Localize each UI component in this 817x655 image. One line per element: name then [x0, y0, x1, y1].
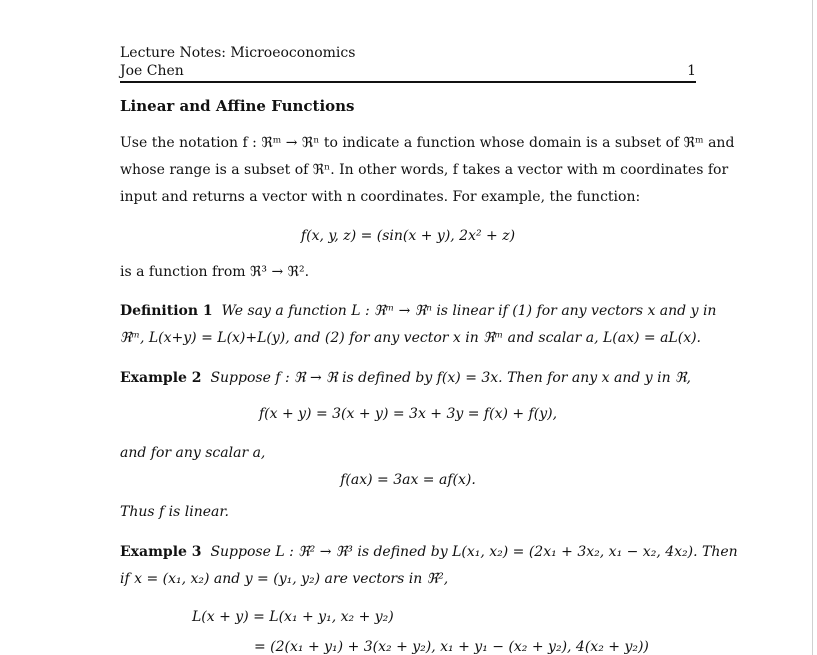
example-2-equation-1: f(x + y) = 3(x + y) = 3x + 3y = f(x) + f(y), [258, 406, 558, 422]
intro-after-line: is a function from ℜ³ → ℜ². [120, 264, 310, 280]
page-edge [812, 0, 813, 655]
intro-line-2 [120, 162, 729, 178]
example-3-text-1: Suppose L : ℜ² → ℜ³ is defined by L(x₁, x₂) = (2x₁ + 3x₂, x₁ − x₂, 4x₂). Then [210, 544, 738, 560]
definition-1-text-1: We say a function L : ℜᵐ → ℜⁿ is linear if (1) for any vectors x and y in [221, 303, 717, 319]
section-title: Linear and Affine Functions [120, 97, 355, 115]
example-3-line-2: if x = (x₁, x₂) and y = (y₁, y₂) are vectors in ℜ², [120, 571, 449, 587]
definition-1-line-2 [120, 330, 701, 346]
header-rule [120, 81, 696, 83]
example-3-line-1 [120, 544, 738, 560]
example-3-equation-line-1: L(x + y) = L(x₁ + y₁, x₂ + y₂) [192, 609, 394, 625]
header-course: Lecture Notes: Microeoconomics [120, 45, 356, 61]
example-2-line-1 [120, 370, 691, 386]
example-2-line-3: Thus f is linear. [120, 504, 229, 520]
intro-equation: f(x, y, z) = (sin(x + y), 2x² + z) [300, 228, 516, 244]
example-2-text-1: Suppose f : ℜ → ℜ is defined by f(x) = 3x. Then for any x and y in ℜ, [210, 370, 691, 386]
example-2-equation-2: f(ax) = 3ax = af(x). [340, 472, 476, 488]
definition-1-text-2: ℜᵐ, L(x+y) = L(x)+L(y), and (2) for any vector x in ℜᵐ and scalar a, L(ax) = aL(x). [120, 330, 701, 346]
intro-line-1 [120, 135, 735, 151]
page-number: 1 [687, 63, 696, 79]
example-2-line-2: and for any scalar a, [120, 445, 266, 461]
header-author: Joe Chen [120, 63, 184, 79]
definition-1-line-1 [120, 303, 717, 319]
definition-1-label: Definition 1 [120, 303, 213, 319]
intro-line-2-text: whose range is a subset of ℜⁿ. In other words, f takes a vector with m coordinates for [120, 162, 729, 178]
example-3-equation-line-2: = (2(x₁ + y₁) + 3(x₂ + y₂), x₁ + y₁ − (x₂ + y₂), 4(x₂ + y₂)) [254, 639, 649, 655]
intro-line-3: input and returns a vector with n coordinates. For example, the function: [120, 189, 641, 205]
example-2-label: Example 2 [120, 370, 202, 386]
example-3-label: Example 3 [120, 544, 202, 560]
intro-line-1-text: Use the notation f : ℜᵐ → ℜⁿ to indicate a function whose domain is a subset of ℜᵐ and [120, 135, 735, 151]
